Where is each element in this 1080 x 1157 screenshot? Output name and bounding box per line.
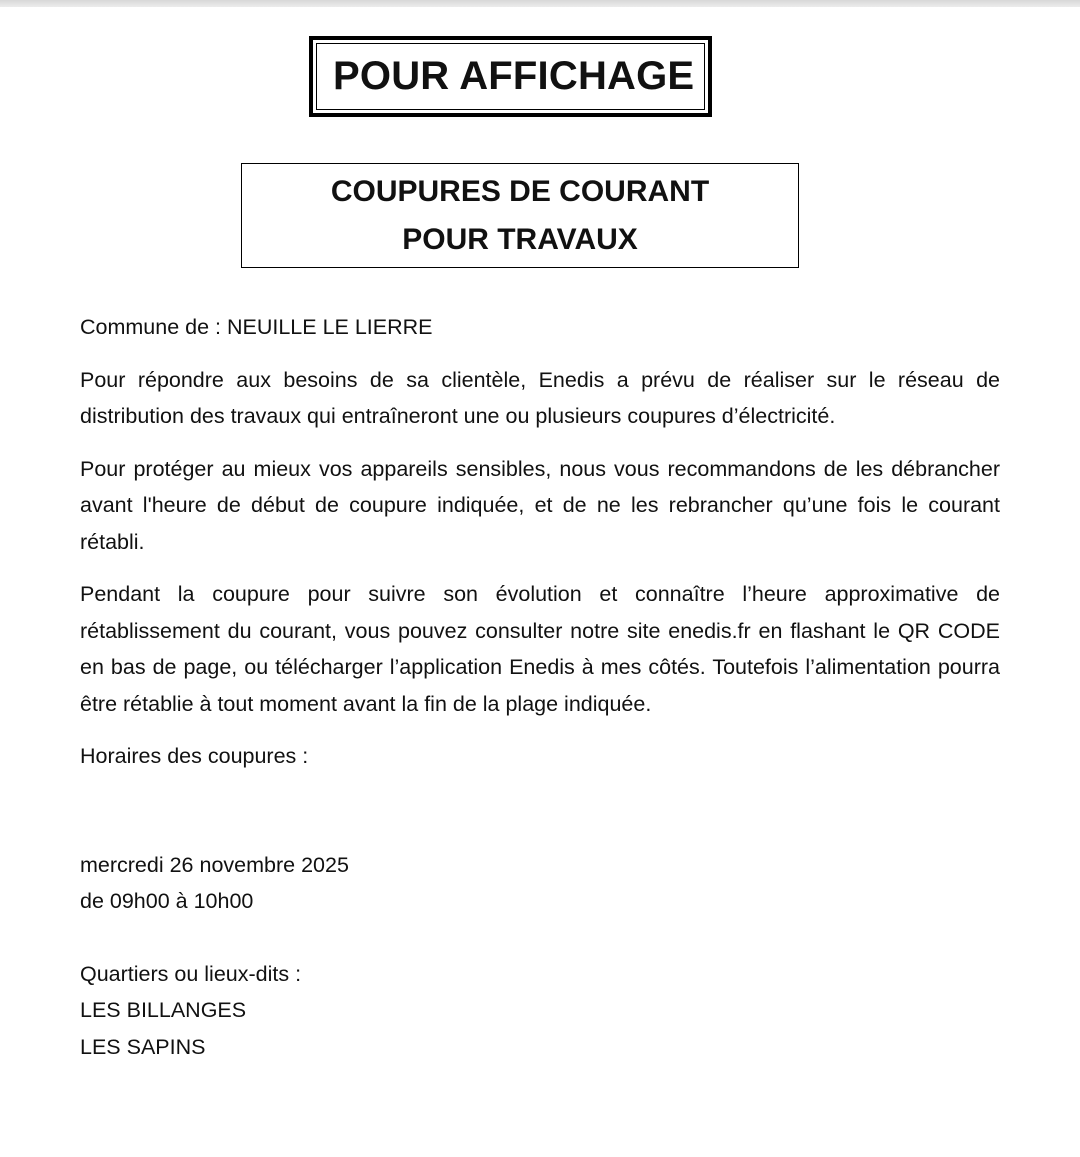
horaires-label: Horaires des coupures :: [80, 744, 309, 768]
schedule-block: [80, 847, 1000, 920]
locations-label: Quartiers ou lieux-dits :: [80, 961, 302, 986]
schedule-time-range: de 09h00 à 10h00: [80, 889, 254, 913]
badge-label: POUR AFFICHAGE: [316, 43, 705, 110]
top-edge-strip: [0, 0, 1080, 7]
pour-affichage-badge: [309, 36, 712, 117]
notice-title-line1: COUPURES DE COURANT: [330, 174, 710, 208]
notice-title-box: [241, 163, 799, 268]
locations-block: [80, 956, 1000, 1066]
commune-line: Commune de : NEUILLE LE LIERRE: [80, 315, 433, 339]
notice-body: [80, 309, 1000, 1065]
location-item: LES SAPINS: [80, 1034, 206, 1059]
notice-title-line2: POUR TRAVAUX: [402, 222, 638, 256]
intro-paragraph: Pour répondre aux besoins de sa clientèle, Enedis a prévu de réaliser sur le réseau de distribution des travaux qui entraîneront une ou plusieurs coupures d’électricité.: [80, 367, 1000, 428]
schedule-date: mercredi 26 novembre 2025: [80, 852, 349, 877]
advice-paragraph: Pour protéger au mieux vos appareils sensibles, nous vous recommandons de les débrancher avant l'heure de début de coupure indiquée, et de ne les rebrancher qu’une fois le courant rétabli.: [80, 456, 1000, 554]
location-item: LES BILLANGES: [80, 998, 247, 1022]
info-paragraph: Pendant la coupure pour suivre son évolution et connaître l’heure approximative de rétablissement du courant, vous pouvez consulter notre site enedis.fr en flashant le QR CODE en bas de page, ou télécharger l’application Enedis à mes côtés. Toutefois l’alimentation pourra être rétablie à tout moment avant la fin de la plage indiquée.: [80, 582, 1000, 716]
